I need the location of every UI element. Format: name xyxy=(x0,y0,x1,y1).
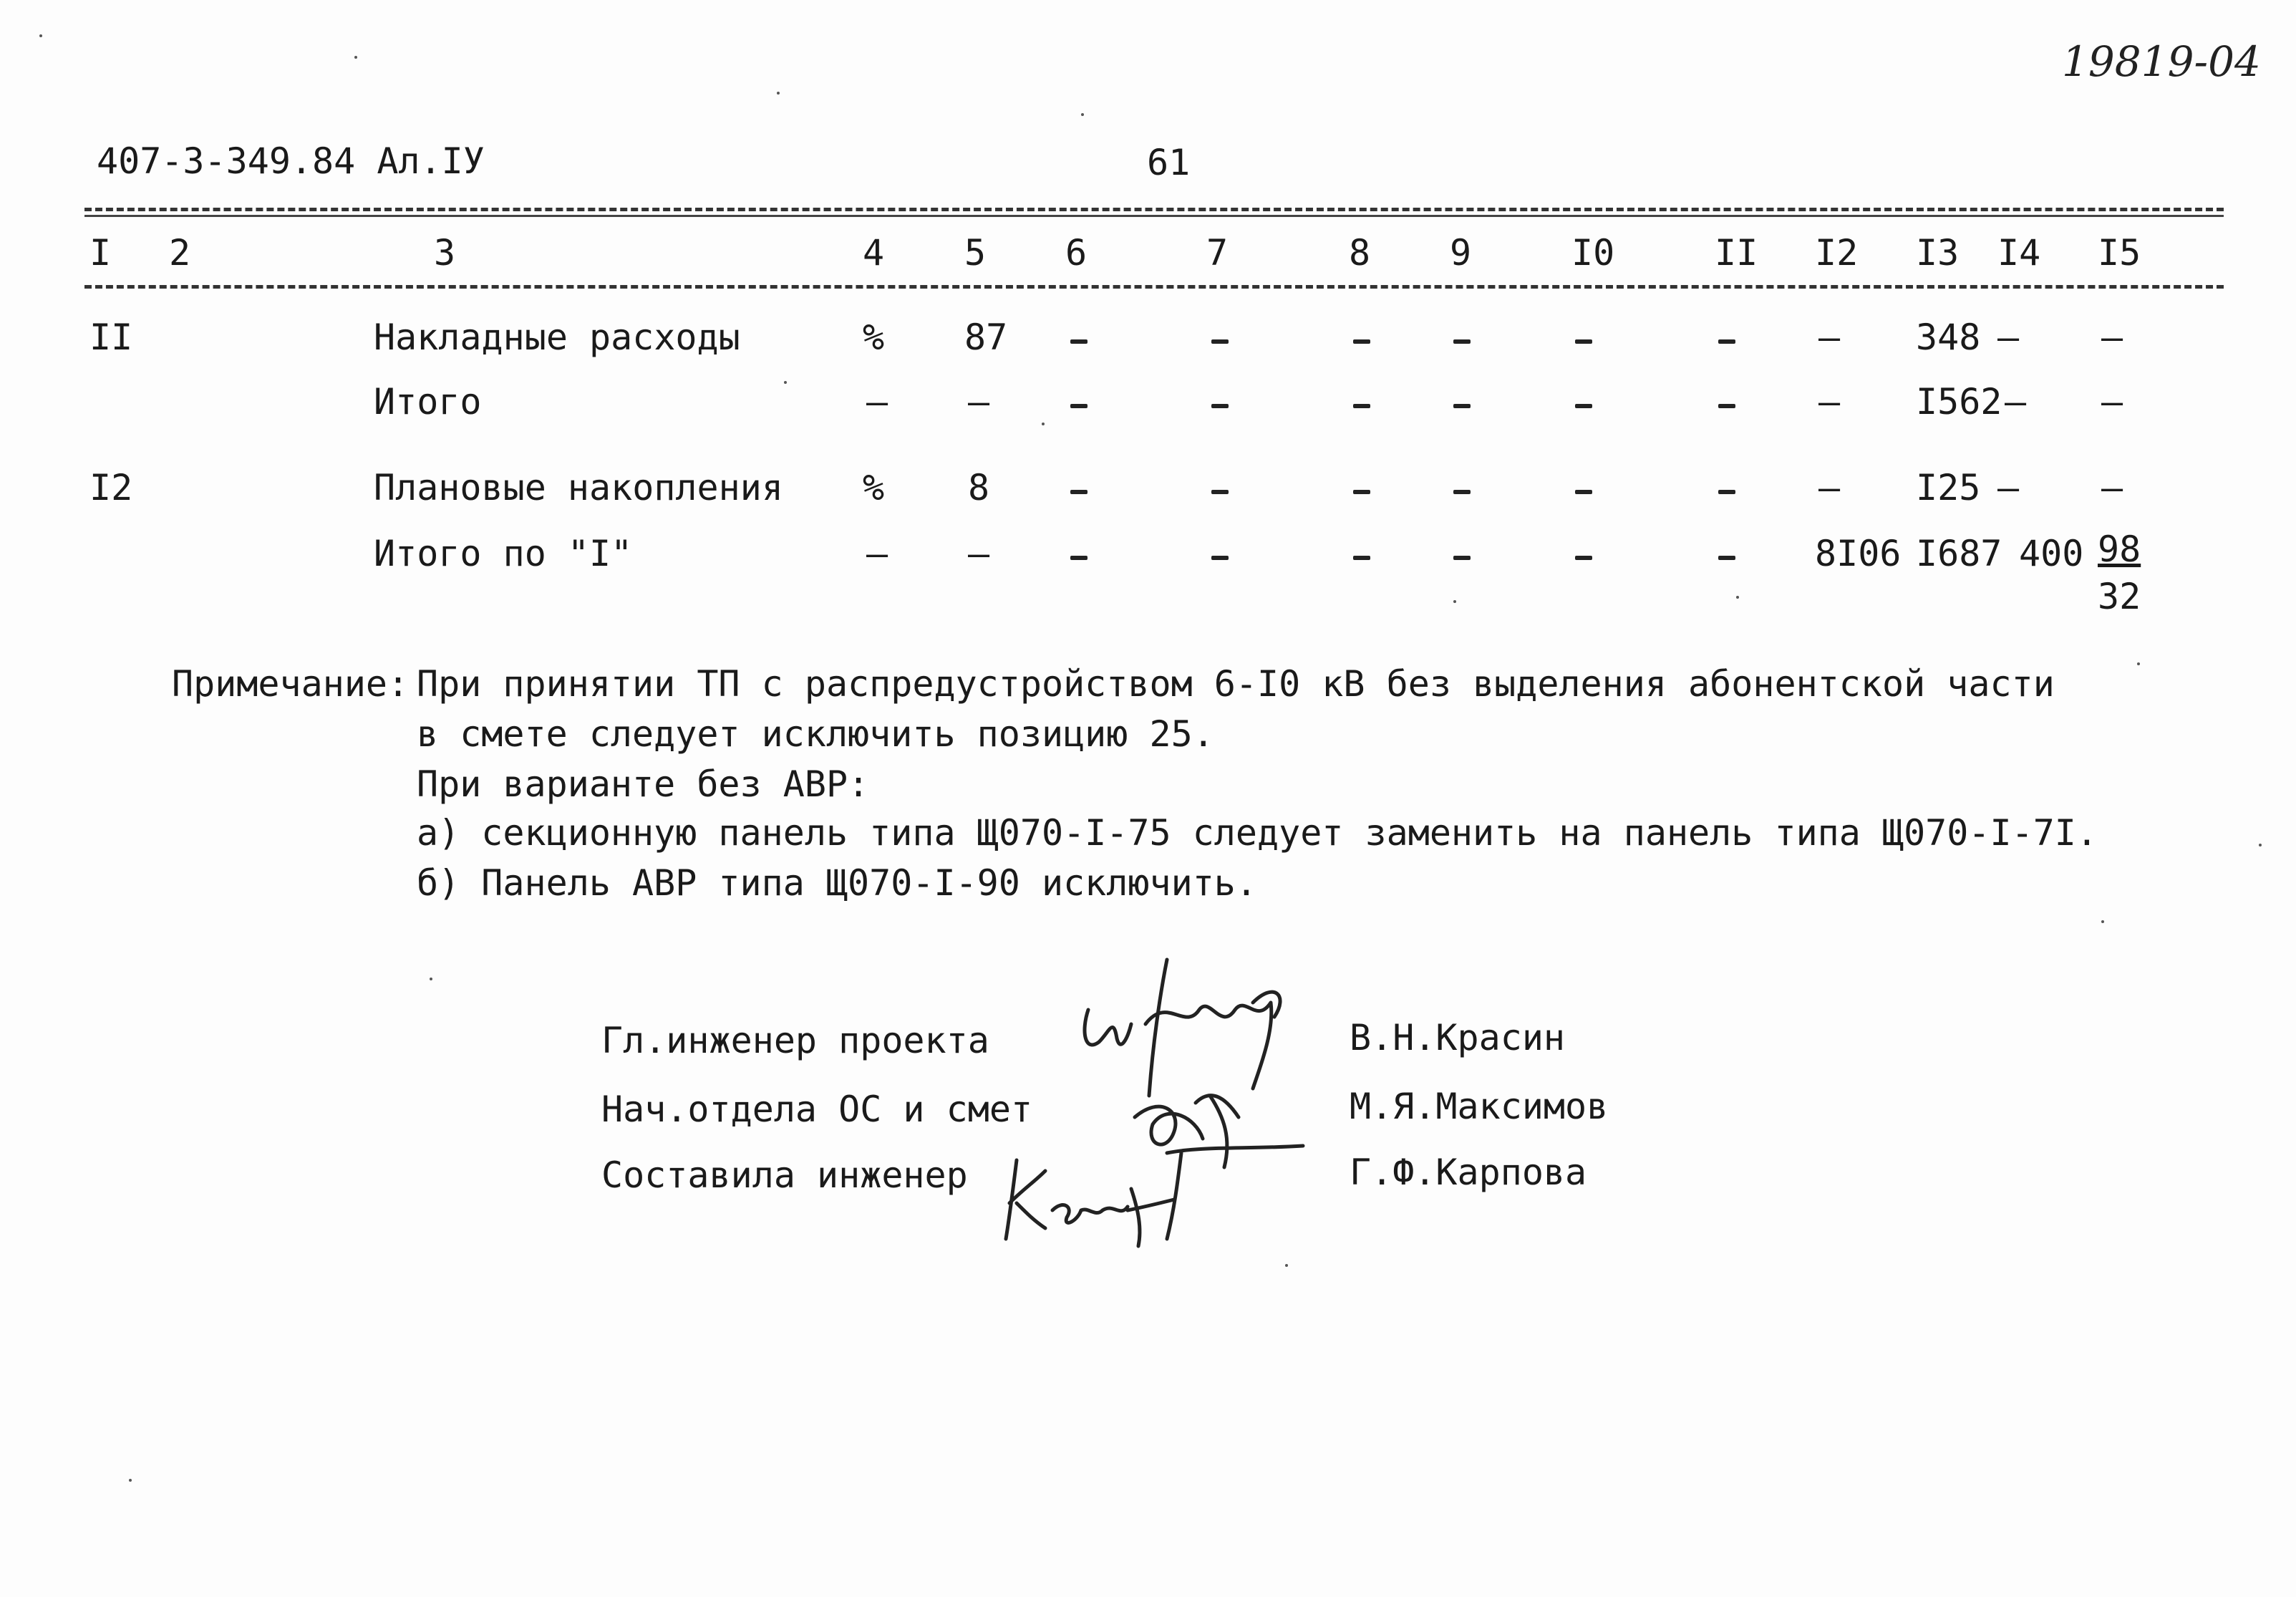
row-col5: 8 xyxy=(968,467,990,508)
scan-speck xyxy=(1736,596,1739,599)
col-header-2: 2 xyxy=(169,232,191,274)
col-header-11: II xyxy=(1715,232,1758,274)
row-col5: – xyxy=(968,533,990,574)
row-col12: – xyxy=(1818,317,1841,358)
col-header-10: I0 xyxy=(1571,232,1615,274)
page-number: 61 xyxy=(1147,142,1191,183)
archive-number: 19819-04 xyxy=(2062,37,2261,86)
row-col13: I562 xyxy=(1916,381,2002,423)
dash-mark xyxy=(1575,339,1592,344)
scan-speck xyxy=(2259,844,2262,846)
scan-speck xyxy=(129,1479,132,1482)
row-col15: – xyxy=(2101,381,2123,423)
dash-mark xyxy=(1211,490,1229,494)
note-line: в смете следует исключить позицию 25. xyxy=(417,713,1214,755)
row-col12: – xyxy=(1818,467,1841,508)
col-header-13: I3 xyxy=(1916,232,1960,274)
scan-speck xyxy=(354,56,357,59)
row-unit: – xyxy=(866,533,888,574)
col-header-1: I xyxy=(89,232,112,274)
document-code: 407-3-349.84 Ал.IУ xyxy=(97,140,485,182)
col-header-5: 5 xyxy=(964,232,987,274)
table-header-rule xyxy=(84,285,2224,289)
dash-mark xyxy=(1453,339,1471,344)
handwritten-signature-icon xyxy=(995,1139,1296,1253)
dash-mark xyxy=(1718,490,1735,494)
note-label: Примечание: xyxy=(172,663,410,705)
note-line: б) Панель АВР типа Щ070-I-90 исключить. xyxy=(417,862,1257,904)
col-header-9: 9 xyxy=(1450,232,1472,274)
col-header-3: 3 xyxy=(434,232,456,274)
row-col5: – xyxy=(968,381,990,423)
row-number: I2 xyxy=(89,467,133,508)
row-col13: I25 xyxy=(1916,467,1981,508)
dash-mark xyxy=(1211,404,1229,408)
row-col15: – xyxy=(2101,317,2123,358)
dash-mark xyxy=(1453,404,1471,408)
dash-mark xyxy=(1718,339,1735,344)
col-header-14: I4 xyxy=(1997,232,2041,274)
row-col15: – xyxy=(2101,467,2123,508)
scan-speck xyxy=(2137,662,2140,665)
row-col14: – xyxy=(2005,381,2027,423)
col-header-8: 8 xyxy=(1349,232,1371,274)
dash-mark xyxy=(1070,404,1088,408)
dash-mark xyxy=(1211,556,1229,560)
row-col15-bottom: 32 xyxy=(2098,576,2141,617)
dash-mark xyxy=(1718,404,1735,408)
row-unit: % xyxy=(863,467,885,508)
row-col5: 87 xyxy=(964,317,1008,358)
signature-role: Нач.отдела ОС и смет xyxy=(601,1089,1033,1130)
row-col12: – xyxy=(1818,381,1841,423)
row-name: Итого xyxy=(374,381,482,423)
col-header-7: 7 xyxy=(1206,232,1229,274)
row-col14: 400 xyxy=(2019,533,2084,574)
note-line: а) секционную панель типа Щ070-I-75 следует заменить на панель типа Щ070-I-7I. xyxy=(417,812,2098,854)
row-name: Итого по "I" xyxy=(374,533,633,574)
row-col14: – xyxy=(1997,317,2020,358)
signature-name: М.Я.Максимов xyxy=(1350,1086,1609,1127)
signature-name: В.Н.Красин xyxy=(1350,1017,1566,1058)
scan-speck xyxy=(784,381,787,384)
scan-speck xyxy=(2101,920,2104,923)
dash-mark xyxy=(1353,404,1370,408)
row-name: Накладные расходы xyxy=(374,317,740,358)
scan-speck xyxy=(39,34,42,37)
table-top-rule xyxy=(84,208,2224,211)
col-header-4: 4 xyxy=(863,232,885,274)
dash-mark xyxy=(1211,339,1229,344)
scan-speck xyxy=(1042,423,1045,425)
signature-role: Составила инженер xyxy=(601,1154,968,1196)
row-col13: 348 xyxy=(1916,317,1981,358)
note-line: При варианте без АВР: xyxy=(417,763,870,805)
dash-mark xyxy=(1070,556,1088,560)
dash-mark xyxy=(1453,556,1471,560)
row-unit: % xyxy=(863,317,885,358)
dash-mark xyxy=(1575,404,1592,408)
note-line: При принятии ТП с распредустройством 6-I0 кВ без выделения абонентской части xyxy=(417,663,2055,705)
col-header-12: I2 xyxy=(1815,232,1859,274)
row-col15-top: 98 xyxy=(2098,529,2141,570)
row-col12: 8I06 xyxy=(1815,533,1902,574)
col-header-6: 6 xyxy=(1065,232,1088,274)
scan-speck xyxy=(430,978,432,980)
row-col13: I687 xyxy=(1916,533,2002,574)
dash-mark xyxy=(1575,556,1592,560)
dash-mark xyxy=(1453,490,1471,494)
dash-mark xyxy=(1718,556,1735,560)
row-number: II xyxy=(89,317,133,358)
col-header-15: I5 xyxy=(2098,232,2141,274)
dash-mark xyxy=(1070,339,1088,344)
table-top-rule-inner xyxy=(84,215,2224,217)
scan-speck xyxy=(1453,600,1456,603)
scan-speck xyxy=(777,92,780,95)
row-unit: – xyxy=(866,381,888,423)
scan-speck xyxy=(1285,1264,1288,1267)
dash-mark xyxy=(1353,556,1370,560)
row-name: Плановые накопления xyxy=(374,467,783,508)
dash-mark xyxy=(1575,490,1592,494)
scan-speck xyxy=(1081,113,1084,116)
dash-mark xyxy=(1353,339,1370,344)
signature-role: Гл.инженер проекта xyxy=(601,1020,989,1061)
dash-mark xyxy=(1353,490,1370,494)
row-col14: – xyxy=(1997,467,2020,508)
dash-mark xyxy=(1070,490,1088,494)
signature-name: Г.Ф.Карпова xyxy=(1350,1152,1587,1193)
